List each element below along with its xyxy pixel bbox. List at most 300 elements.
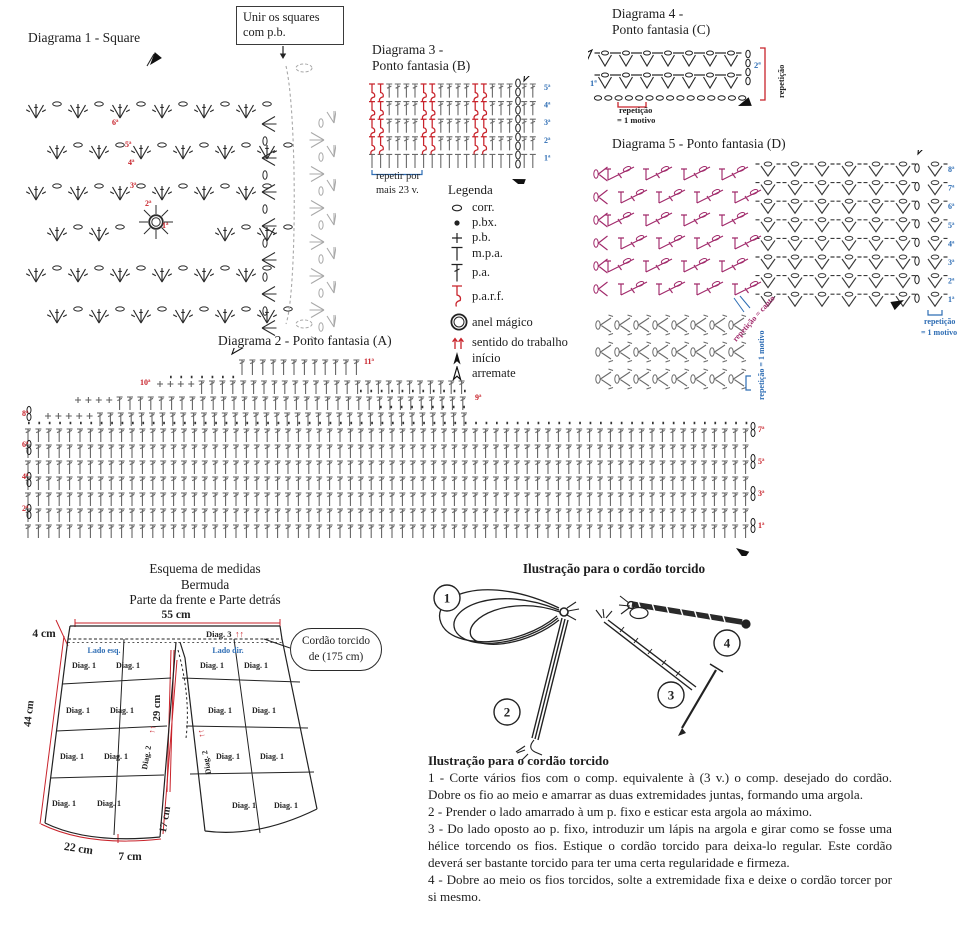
chart-shape bbox=[751, 422, 755, 429]
side-left-label: Lado esq. bbox=[87, 646, 121, 655]
chart-shape bbox=[179, 102, 188, 106]
chart-shape bbox=[454, 599, 559, 644]
chart-shape bbox=[53, 102, 62, 106]
chart-shape bbox=[319, 221, 323, 230]
d5-vertical-label: repetição = 1 motivo bbox=[757, 330, 766, 400]
d5-motif-label: = 1 motivo bbox=[921, 328, 958, 337]
schematic-title-line2: Bermuda bbox=[180, 576, 230, 592]
panel-cell-label: Diag. 1 bbox=[252, 706, 276, 715]
panel-cell-label: Diag. 1 bbox=[274, 801, 298, 810]
chart-shape bbox=[741, 619, 750, 628]
panel-cell-label: Diag. 1 bbox=[110, 706, 134, 715]
chart-shape bbox=[751, 461, 755, 468]
chart-shape bbox=[682, 670, 716, 728]
chart-shape bbox=[751, 518, 755, 525]
chart-shape bbox=[729, 321, 733, 329]
d4-row-label: 2ª bbox=[754, 60, 761, 70]
chain-base bbox=[708, 96, 715, 100]
chart-shape bbox=[915, 275, 919, 283]
chart-shape bbox=[567, 602, 579, 620]
d5-corner-label: repetição = canto bbox=[730, 293, 777, 344]
cord-instructions bbox=[428, 752, 892, 905]
chart-shape bbox=[915, 257, 919, 265]
measure-44cm: 44 cm bbox=[22, 699, 37, 728]
chart-shape bbox=[872, 274, 880, 278]
chart-shape bbox=[791, 274, 799, 278]
chain-column bbox=[516, 97, 521, 105]
chart-shape bbox=[284, 307, 293, 311]
chart-shape bbox=[74, 143, 83, 147]
chart-shape bbox=[653, 321, 657, 329]
d5-row-label: 3ª bbox=[948, 258, 955, 267]
d3-row-label: 5ª bbox=[544, 83, 551, 92]
diagram2-title: Diagrama 2 - Ponto fantasia (A) bbox=[218, 333, 392, 348]
chart-shape bbox=[45, 639, 176, 839]
d4-row-label: 1ª bbox=[590, 78, 597, 88]
panel-cell-label: Diag. 1 bbox=[60, 752, 84, 761]
cord-note-bubble bbox=[290, 628, 382, 671]
chart-shape bbox=[899, 162, 907, 166]
chain-base bbox=[687, 96, 694, 100]
chain-base bbox=[677, 96, 684, 100]
chart-shape bbox=[263, 137, 267, 146]
chain-column bbox=[516, 106, 521, 114]
d3-row-label: 4ª bbox=[544, 100, 551, 110]
chart-shape bbox=[594, 170, 598, 178]
chart-shape bbox=[915, 182, 919, 190]
chart-shape bbox=[95, 184, 104, 188]
fasten-off-arrow-icon bbox=[520, 76, 533, 83]
chart-shape bbox=[599, 167, 762, 296]
chart-shape bbox=[665, 73, 672, 77]
d1-round-label: 5ª bbox=[125, 140, 132, 149]
schematic-title bbox=[55, 561, 355, 608]
d5-row-label: 5ª bbox=[948, 220, 955, 230]
chart-shape bbox=[595, 53, 742, 88]
chart-shape bbox=[686, 73, 693, 77]
d1-round-label: 3ª bbox=[130, 181, 137, 190]
chart-shape bbox=[40, 636, 64, 824]
chain-column bbox=[516, 79, 521, 87]
chart-shape bbox=[728, 73, 735, 77]
magic-ring-icon bbox=[149, 215, 163, 229]
cord-note-line1: Cordão torcido bbox=[301, 635, 371, 647]
chart-shape bbox=[899, 255, 907, 259]
chart-shape bbox=[746, 77, 750, 85]
d1-round-label: 2ª bbox=[145, 199, 152, 208]
chart-shape bbox=[369, 84, 536, 168]
leg-diagram-ref: Diag. 2 bbox=[200, 749, 214, 776]
chart-shape bbox=[262, 117, 277, 336]
work-direction-arrows: ↑↑ bbox=[235, 629, 244, 639]
d3-row-label: 1ª bbox=[544, 153, 551, 163]
d2-row-label: 4ª bbox=[22, 472, 29, 481]
diagram3-repeat-note bbox=[376, 170, 420, 198]
measure-7cm: 7 cm bbox=[118, 851, 142, 863]
chart-shape bbox=[764, 162, 772, 166]
chart-shape bbox=[931, 255, 939, 259]
chart-shape bbox=[619, 596, 630, 614]
panel-cell-label: Diag. 1 bbox=[97, 799, 121, 808]
chart-shape bbox=[818, 292, 826, 296]
chain-base bbox=[594, 96, 601, 100]
diagram3-title bbox=[372, 42, 470, 74]
legend-label: anel mágico bbox=[472, 314, 533, 329]
panel-cell-label: Diag. 1 bbox=[66, 706, 90, 715]
chart-shape bbox=[872, 236, 880, 240]
chain-column bbox=[516, 133, 521, 141]
d2-row-label: 2ª bbox=[22, 504, 29, 513]
chart-shape bbox=[915, 238, 919, 246]
pencil-tip bbox=[678, 728, 686, 736]
chain-column bbox=[516, 142, 521, 150]
chart-shape bbox=[95, 102, 104, 106]
single-crochet-icon bbox=[448, 231, 472, 245]
chart-shape bbox=[68, 626, 282, 639]
magic-ring-icon bbox=[448, 311, 472, 333]
chart-shape bbox=[623, 73, 630, 77]
panel-cell-label: Diag. 1 bbox=[116, 661, 140, 670]
chart-shape bbox=[644, 73, 651, 77]
chain-base bbox=[625, 96, 632, 100]
diagram4-chart bbox=[588, 36, 803, 136]
chart-shape bbox=[596, 609, 612, 618]
chart-shape bbox=[242, 225, 251, 229]
chart-shape bbox=[25, 360, 749, 538]
chart-shape bbox=[746, 59, 750, 67]
chart-shape bbox=[691, 321, 695, 329]
chart-shape bbox=[263, 171, 267, 180]
chart-shape bbox=[532, 618, 568, 740]
panel-cell-label: Diag. 1 bbox=[260, 752, 284, 761]
chart-shape bbox=[630, 608, 648, 619]
measure-55cm: 55 cm bbox=[161, 609, 191, 621]
diagram3-title-line2: Ponto fantasia (B) bbox=[372, 57, 471, 73]
chain-column bbox=[516, 88, 521, 96]
chart-shape bbox=[872, 181, 880, 185]
cord-illustration-drawing bbox=[424, 578, 892, 760]
chart-shape bbox=[707, 51, 714, 55]
repeat-note-line2: mais 23 v. bbox=[376, 185, 419, 197]
chain-icon bbox=[448, 201, 472, 215]
d2-row-label: 7ª bbox=[758, 425, 765, 434]
cord-note-line2: de (175 cm) bbox=[308, 651, 364, 664]
instruction-step: 1 - Corte vários fios com o comp. equivalente à (3 v.) o comp. desejado do cordão. Dobre os fio ao meio e amarrar as duas extremidades juntas, formando uma argola. bbox=[428, 770, 892, 803]
work-direction-arrow-icon bbox=[890, 296, 906, 310]
chart-shape bbox=[74, 307, 83, 311]
chain-base bbox=[615, 96, 622, 100]
chart-shape bbox=[665, 51, 672, 55]
chart-shape bbox=[604, 620, 696, 690]
chain-column bbox=[516, 151, 521, 159]
chart-shape bbox=[845, 255, 853, 259]
chart-shape bbox=[818, 162, 826, 166]
chart-shape bbox=[818, 218, 826, 222]
chart-shape bbox=[221, 184, 230, 188]
legend-label: p.b. bbox=[472, 230, 491, 244]
chart-shape bbox=[931, 199, 939, 203]
chain-base bbox=[656, 96, 663, 100]
chart-shape bbox=[296, 320, 312, 328]
chart-shape bbox=[818, 255, 826, 259]
diagram3-title-line1: Diagrama 3 - bbox=[372, 42, 444, 57]
chart-shape bbox=[764, 274, 772, 278]
work-direction-arrow-icon bbox=[146, 52, 161, 68]
work-direction-arrows: ↑↑ bbox=[146, 724, 158, 735]
chart-shape bbox=[158, 307, 167, 311]
diagram5-title: Diagrama 5 - Ponto fantasia (D) bbox=[612, 136, 786, 151]
chain-base bbox=[605, 96, 612, 100]
chart-shape bbox=[899, 181, 907, 185]
chart-shape bbox=[791, 236, 799, 240]
panel-cell-label: Diag. 1 bbox=[232, 801, 256, 810]
chain-base bbox=[646, 96, 653, 100]
chart-shape bbox=[899, 236, 907, 240]
chart-shape bbox=[728, 51, 735, 55]
d3-row-label: 3ª bbox=[544, 118, 551, 128]
fasten-off-arrow-icon bbox=[229, 348, 243, 357]
join-squares-callout bbox=[236, 6, 344, 45]
chart-shape bbox=[751, 429, 755, 436]
d4-bottom-label: repetição bbox=[619, 105, 653, 115]
chart-shape bbox=[845, 274, 853, 278]
chart-shape bbox=[915, 201, 919, 209]
legend-label: início bbox=[472, 351, 501, 365]
schematic-title-line3: Parte da frente e Parte detrás bbox=[129, 592, 281, 608]
d2-row-label: 6ª bbox=[22, 440, 29, 449]
chain-base bbox=[697, 96, 704, 100]
chart-shape bbox=[791, 162, 799, 166]
diagram3-chart bbox=[366, 76, 566, 184]
panel-cell-label: Diag. 1 bbox=[52, 799, 76, 808]
diagram1-chart bbox=[4, 52, 336, 340]
chart-shape bbox=[319, 323, 323, 332]
d2-row-label: 5ª bbox=[758, 457, 765, 466]
chart-shape bbox=[594, 262, 598, 270]
measure-17cm: 17 cm bbox=[157, 805, 174, 834]
chart-shape bbox=[751, 486, 755, 493]
chart-shape bbox=[594, 239, 598, 247]
chart-shape bbox=[764, 236, 772, 240]
chart-shape bbox=[200, 143, 209, 147]
chart-shape bbox=[284, 143, 293, 147]
chart-shape bbox=[845, 162, 853, 166]
chart-shape bbox=[53, 184, 62, 188]
chart-shape bbox=[644, 51, 651, 55]
chart-shape bbox=[560, 608, 568, 616]
step-number: 1 bbox=[443, 590, 451, 606]
chart-shape bbox=[791, 181, 799, 185]
chart-shape bbox=[931, 236, 939, 240]
chart-shape bbox=[615, 321, 619, 329]
chart-shape bbox=[623, 51, 630, 55]
chart-shape bbox=[845, 236, 853, 240]
d4-bottom-label: = 1 motivo bbox=[617, 115, 656, 125]
chart-shape bbox=[845, 181, 853, 185]
chart-shape bbox=[818, 236, 826, 240]
chart-shape bbox=[286, 66, 294, 324]
diagram1-title: Diagrama 1 - Square bbox=[28, 30, 141, 45]
callout-line1: Unir os squares bbox=[243, 10, 320, 24]
chart-shape bbox=[791, 292, 799, 296]
chart-shape bbox=[672, 321, 676, 329]
step-number: 2 bbox=[503, 704, 511, 720]
chart-shape bbox=[818, 199, 826, 203]
chain-base bbox=[667, 96, 674, 100]
chart-shape bbox=[137, 266, 146, 270]
legend-title: Legenda bbox=[448, 182, 493, 197]
d5-row-label: 8ª bbox=[948, 165, 955, 174]
slip-stitch-icon bbox=[448, 216, 472, 230]
d1-round-label: 1ª bbox=[162, 221, 169, 230]
d4-side-label: repetição bbox=[776, 64, 786, 98]
chart-shape bbox=[710, 321, 714, 329]
legend-label: p.a.r.f. bbox=[472, 289, 504, 303]
chain-column bbox=[516, 115, 521, 123]
legend-label: corr. bbox=[472, 200, 495, 214]
panel-cell-label: Diag. 1 bbox=[104, 752, 128, 761]
d5-row-label: 7ª bbox=[948, 183, 955, 193]
panel-cell-label: Diag. 1 bbox=[216, 752, 240, 761]
side-right-label: Lado dir. bbox=[212, 646, 244, 655]
chart-shape bbox=[319, 119, 323, 128]
chart-shape bbox=[931, 218, 939, 222]
cord-illustration-title: Ilustração para o cordão torcido bbox=[522, 561, 706, 576]
measure-22cm: 22 cm bbox=[63, 840, 94, 858]
d1-round-label: 6ª bbox=[112, 118, 119, 127]
work-direction-arrow-icon bbox=[733, 544, 749, 556]
panel-cell-label: Diag. 1 bbox=[72, 661, 96, 670]
chart-shape bbox=[686, 51, 693, 55]
chart-shape bbox=[764, 255, 772, 259]
chart-shape bbox=[818, 181, 826, 185]
d5-row-label: 4ª bbox=[948, 239, 955, 249]
d2-row-label: 1ª bbox=[758, 521, 765, 530]
diagram4-title-line1: Diagrama 4 - bbox=[612, 6, 684, 21]
diagram4-title bbox=[612, 6, 710, 38]
chart-shape bbox=[263, 102, 272, 106]
chart-shape bbox=[263, 205, 267, 214]
chain-base bbox=[728, 96, 735, 100]
chart-shape bbox=[791, 218, 799, 222]
d3-row-label: 2ª bbox=[544, 135, 551, 145]
chart-shape bbox=[734, 296, 750, 312]
instructions-heading: Ilustração para o cordão torcido bbox=[428, 753, 609, 768]
chart-shape bbox=[915, 294, 919, 302]
diagram2-chart bbox=[20, 348, 768, 556]
instruction-step: 3 - Do lado oposto ao p. fixo, introduzir um lápis na argola e girar como se fosse uma hélice torcendo os fios. Estique o cordão torcido para deixa-lo regular. Este cordão deverá ser bastante torcido para ter uma certa regularidade e firmeza. bbox=[428, 821, 892, 871]
band-diagram-ref: Diag. 3 bbox=[206, 629, 232, 639]
chart-shape bbox=[931, 274, 939, 278]
chart-shape bbox=[751, 525, 755, 532]
chart-shape bbox=[931, 162, 939, 166]
chain-base bbox=[718, 96, 725, 100]
instruction-step: 4 - Dobre ao meio os fios torcidos, solte a extremidade fixa e deixe o cordão torcer por si mesmo. bbox=[428, 872, 892, 905]
chart-shape bbox=[931, 292, 939, 296]
work-direction-arrows: ↑↑ bbox=[195, 728, 207, 739]
chart-shape bbox=[899, 292, 907, 296]
chart-shape bbox=[319, 289, 323, 298]
legend-label: m.p.a. bbox=[472, 246, 503, 260]
d5-row-label: 6ª bbox=[948, 202, 955, 212]
chart-shape bbox=[872, 199, 880, 203]
chart-shape bbox=[116, 307, 125, 311]
chart-shape bbox=[746, 50, 750, 58]
chart-shape bbox=[41, 824, 161, 843]
chart-shape bbox=[263, 266, 272, 270]
fasten-off-arrow-icon bbox=[914, 150, 927, 156]
chart-shape bbox=[284, 225, 293, 229]
chart-shape bbox=[899, 199, 907, 203]
schematic-title-line1: Esquema de medidas bbox=[149, 561, 261, 576]
chart-shape bbox=[179, 184, 188, 188]
chart-shape bbox=[764, 199, 772, 203]
chart-shape bbox=[931, 181, 939, 185]
chain-base bbox=[739, 96, 746, 100]
instruction-step: 2 - Prender o lado amarrado à um p. fixo e esticar esta argola ao máximo. bbox=[428, 804, 813, 820]
chart-shape bbox=[221, 266, 230, 270]
chart-shape bbox=[263, 273, 267, 282]
d2-row-label: 10ª bbox=[140, 378, 151, 387]
d2-row-label: 11ª bbox=[364, 357, 374, 366]
chart-shape bbox=[200, 307, 209, 311]
step-number: 4 bbox=[723, 635, 731, 651]
chart-shape bbox=[95, 266, 104, 270]
chart-shape bbox=[751, 493, 755, 500]
chart-shape bbox=[915, 220, 919, 228]
panel-cell-label: Diag. 1 bbox=[244, 661, 268, 670]
chart-shape bbox=[116, 143, 125, 147]
chart-shape bbox=[74, 225, 83, 229]
chart-shape bbox=[319, 255, 323, 264]
chart-shape bbox=[791, 255, 799, 259]
d5-row-label: 1ª bbox=[948, 295, 955, 305]
half-double-crochet-icon bbox=[448, 245, 472, 262]
chart-shape bbox=[707, 73, 714, 77]
leg-diagram-ref: Diag. 2 bbox=[140, 744, 154, 771]
chart-shape bbox=[594, 193, 598, 201]
fasten-off-arrow-icon bbox=[588, 47, 595, 62]
d2-row-label: 9ª bbox=[475, 393, 482, 402]
chart-shape bbox=[137, 184, 146, 188]
panel-cell-label: Diag. 1 bbox=[208, 706, 232, 715]
chart-shape bbox=[152, 218, 160, 226]
chart-shape bbox=[56, 620, 68, 646]
chart-shape bbox=[818, 274, 826, 278]
chart-shape bbox=[845, 218, 853, 222]
d2-row-label: 8ª bbox=[22, 409, 29, 418]
chart-shape bbox=[764, 218, 772, 222]
chart-shape bbox=[760, 48, 765, 100]
chart-shape bbox=[319, 187, 323, 196]
chart-shape bbox=[596, 321, 600, 329]
chart-shape bbox=[872, 292, 880, 296]
d5-row-label: 2ª bbox=[948, 276, 955, 286]
diagram4-title-line2: Ponto fantasia (C) bbox=[612, 21, 711, 37]
panel-cell-label: Diag. 1 bbox=[200, 661, 224, 670]
d2-row-label: 3ª bbox=[758, 489, 765, 498]
repeat-note-line1: repetir por bbox=[376, 171, 421, 182]
chart-shape bbox=[296, 64, 312, 72]
chart-shape bbox=[319, 153, 323, 162]
front-post-double-icon bbox=[448, 283, 472, 310]
chart-shape bbox=[221, 102, 230, 106]
legend-label: arremate bbox=[472, 366, 516, 380]
chart-shape bbox=[791, 199, 799, 203]
chain-column bbox=[516, 124, 521, 132]
chart-shape bbox=[928, 310, 942, 315]
chart-shape bbox=[872, 218, 880, 222]
